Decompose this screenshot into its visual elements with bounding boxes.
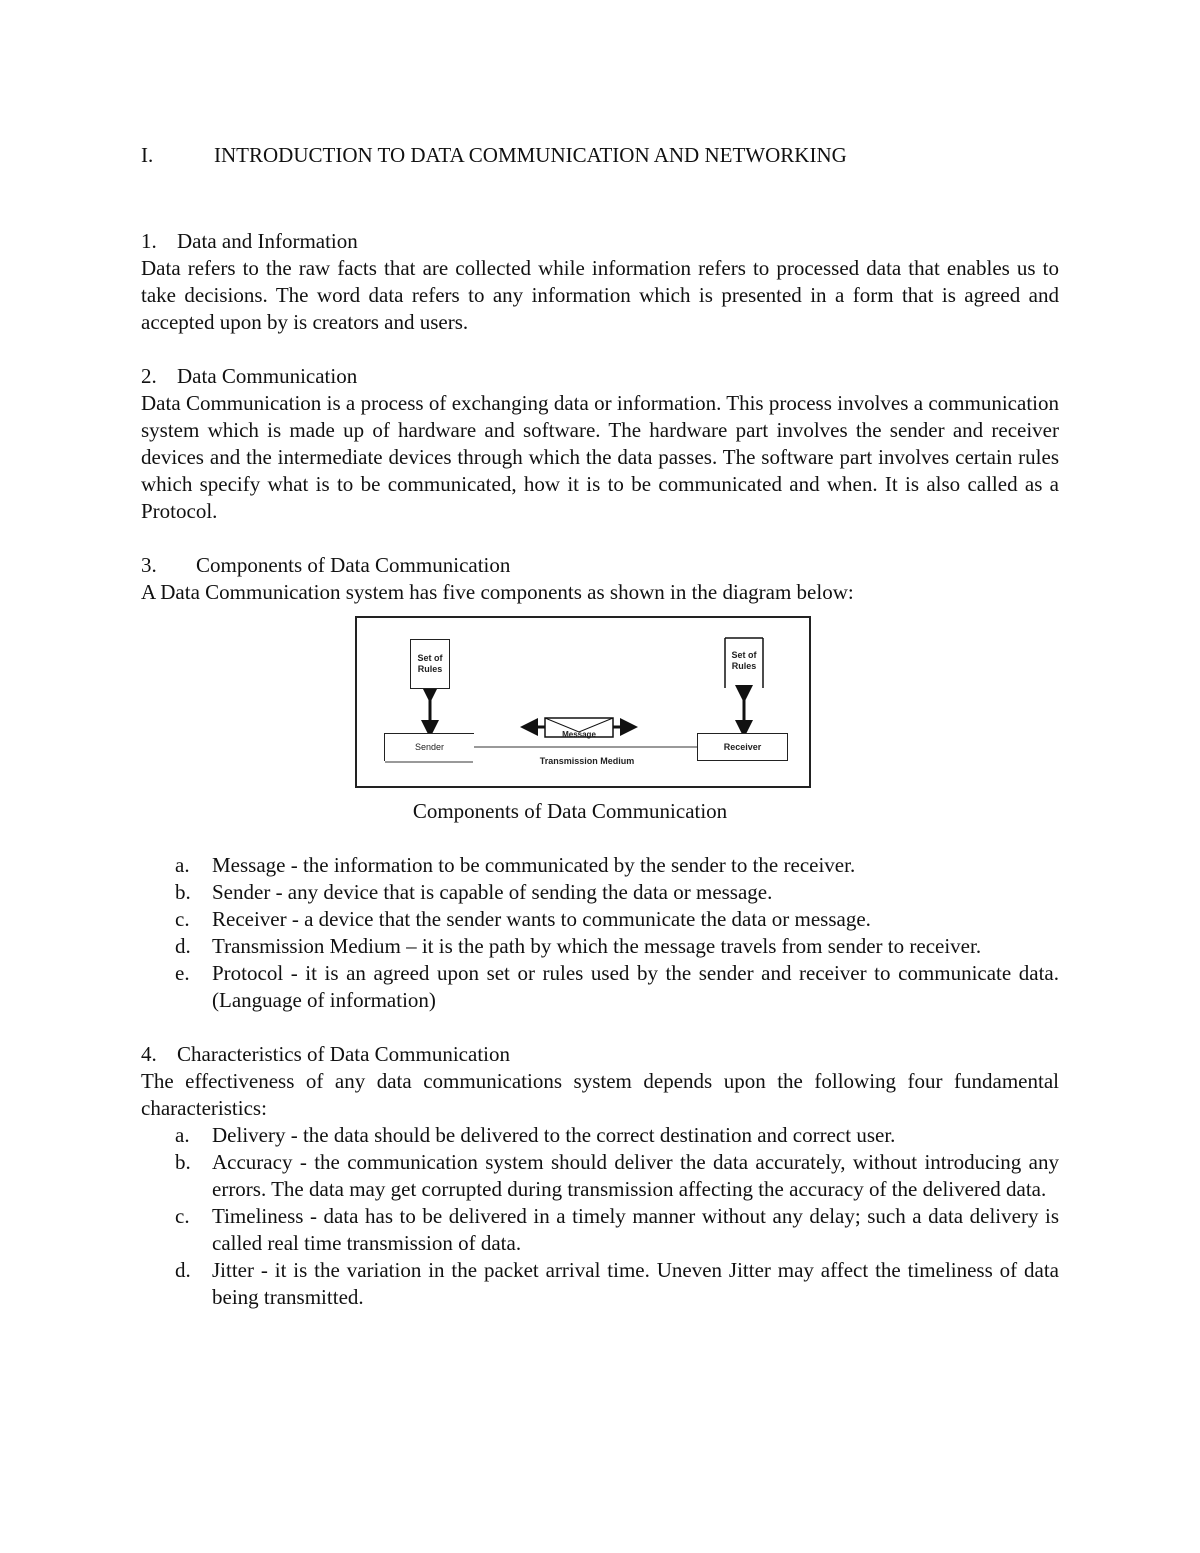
section-number: 2. <box>141 364 157 388</box>
characteristics-list <box>141 1122 1059 1311</box>
section-number: 1. <box>141 229 157 253</box>
list-item <box>141 906 1059 933</box>
document-title <box>141 142 1059 169</box>
list-text: Accuracy - the communication system should deliver the data accurately, without introducing any errors. The data may get corrupted during transmission affecting the accuracy of the delivered data. <box>212 1150 1059 1201</box>
components-diagram-area <box>141 616 1059 792</box>
list-item <box>141 1149 1059 1203</box>
section-heading-text: Data and Information <box>177 229 358 253</box>
list-letter: d. <box>175 1258 191 1282</box>
list-item <box>141 1203 1059 1257</box>
list-item <box>141 1257 1059 1311</box>
list-letter: a. <box>175 1123 190 1147</box>
sender-label: Sender <box>414 742 445 752</box>
list-text: Jitter - it is the variation in the packet arrival time. Uneven Jitter may affect the timeliness of data being transmitted. <box>212 1258 1059 1309</box>
section-number: 4. <box>141 1042 157 1066</box>
document-page <box>141 142 1059 1311</box>
list-text: Protocol - it is an agreed upon set or rules used by the sender and receiver to communicate data. (Language of information) <box>212 961 1059 1012</box>
medium-label: Transmission Medium <box>539 756 635 766</box>
list-letter: b. <box>175 1150 191 1174</box>
list-text: Sender - any device that is capable of sending the data or message. <box>212 880 773 904</box>
list-item <box>141 879 1059 906</box>
title-text: INTRODUCTION TO DATA COMMUNICATION AND NETWORKING <box>214 143 847 167</box>
section-heading-text: Data Communication <box>177 364 358 388</box>
section-2-body: Data Communication is a process of exchanging data or information. This process involves a communication system which is made up of hardware and software. The hardware part involves the sender and receiver devices and the intermediate devices through which the data passes. The software part involves certain rules which specify what is to be communicated, how it is to be communicated and when. It is also called as a Protocol. <box>141 391 1059 523</box>
list-letter: e. <box>175 961 190 985</box>
section-number: 3. <box>141 553 157 577</box>
receiver-label: Receiver <box>723 742 762 752</box>
section-3-intro: A Data Communication system has five components as shown in the diagram below: <box>141 580 854 604</box>
left-rules-label: Set of Rules <box>417 653 443 674</box>
list-text: Transmission Medium – it is the path by which the message travels from sender to receiver. <box>212 934 982 958</box>
components-diagram <box>355 616 811 788</box>
list-text: Message - the information to be communicated by the sender to the receiver. <box>212 853 856 877</box>
section-2-heading <box>141 363 1059 390</box>
section-3-heading <box>141 552 1059 579</box>
left-rules-box <box>410 639 450 689</box>
list-item <box>141 933 1059 960</box>
receiver-box <box>697 733 788 761</box>
sender-box <box>384 733 474 761</box>
components-list <box>141 852 1059 1014</box>
diagram-caption: Components of Data Communication <box>412 799 728 823</box>
list-letter: c. <box>175 1204 190 1228</box>
list-item <box>141 852 1059 879</box>
section-heading-text: Characteristics of Data Communication <box>177 1042 510 1066</box>
list-letter: c. <box>175 907 190 931</box>
list-letter: d. <box>175 934 191 958</box>
section-1-body: Data refers to the raw facts that are collected while information refers to processed data that enables us to take decisions. The word data refers to any information which is presented in a form that is agreed and accepted upon by is creators and users. <box>141 256 1059 334</box>
message-label: Message <box>562 730 596 739</box>
section-1-heading <box>141 228 1059 255</box>
list-text: Receiver - a device that the sender wants to communicate the data or message. <box>212 907 871 931</box>
section-4-intro: The effectiveness of any data communications system depends upon the following four fundamental characteristics: <box>141 1069 1059 1120</box>
section-heading-text: Components of Data Communication <box>196 553 511 577</box>
right-rules-label: Set of Rules <box>731 650 757 671</box>
list-text: Timeliness - data has to be delivered in a timely manner without any delay; such a data delivery is called real time transmission of data. <box>212 1204 1059 1255</box>
title-number: I. <box>141 143 154 167</box>
list-letter: b. <box>175 880 191 904</box>
list-letter: a. <box>175 853 190 877</box>
list-item <box>141 960 1059 1014</box>
list-text: Delivery - the data should be delivered to the correct destination and correct user. <box>212 1123 896 1147</box>
section-4-heading <box>141 1041 1059 1068</box>
list-item <box>141 1122 1059 1149</box>
